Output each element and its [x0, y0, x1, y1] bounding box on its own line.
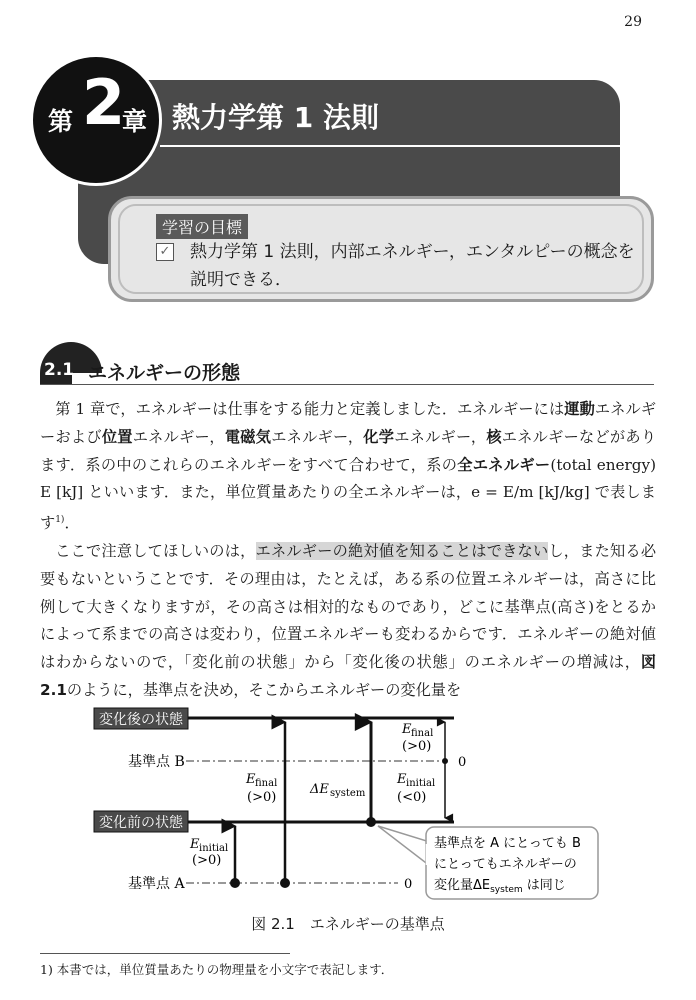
- footnote-rule: [40, 953, 290, 954]
- figure-reference: 図 2.1: [40, 653, 656, 700]
- footnote-ref: 1): [55, 515, 65, 526]
- term-electromagnetic: 電磁気: [224, 427, 272, 446]
- zero-label-b: 0: [458, 755, 467, 770]
- callout-line-3-sub: system: [490, 885, 523, 895]
- text-run: エネルギー，: [394, 427, 487, 446]
- text-run: 第 1 章で，エネルギーは仕事をする能力と定義しました．エネルギーには: [55, 400, 565, 418]
- point-a-final: [280, 878, 290, 888]
- text-run: ．: [64, 514, 80, 533]
- e-final-mid-symbol: E: [246, 772, 256, 787]
- text-run: ここで注意してほしいのは，: [55, 542, 256, 561]
- e-initial-left-symbol: E: [190, 837, 200, 852]
- delta-e-sub: system: [330, 788, 366, 799]
- chapter-suffix: 章: [122, 107, 148, 136]
- checkbox-icon: ✓: [156, 243, 174, 261]
- reference-b-label: 基準点 B: [128, 754, 185, 770]
- text-run: エネルギーおよび: [40, 400, 657, 446]
- e-initial-right-symbol: E: [397, 772, 407, 787]
- delta-e-symbol: ΔE: [310, 782, 329, 797]
- e-final-mid-sub: final: [255, 778, 278, 789]
- chapter-number: 2: [82, 66, 126, 139]
- highlighted-text: エネルギーの絶対値を知ることはできない: [255, 542, 549, 561]
- e-final-mid-condition: (>0): [247, 790, 277, 805]
- term-kinetic: 運動: [564, 400, 595, 418]
- term-nuclear: 核: [486, 427, 502, 446]
- reference-a-label: 基準点 A: [128, 876, 185, 892]
- text-run: (total energy) E [kJ] といいます．また，単位質量あたりの全エネルギーは，e = E/m [kJ/kg] で表します: [40, 455, 657, 533]
- text-run: エネルギー，: [132, 427, 225, 446]
- callout-line-3-end: は同じ: [522, 878, 566, 893]
- e-initial-right-sub: initial: [406, 778, 436, 789]
- e-final-right-symbol: E: [402, 722, 412, 737]
- section-number: 2.1: [44, 360, 75, 380]
- callout-line-3-main: 変化量ΔE: [434, 878, 491, 893]
- page-number: 29: [624, 14, 642, 30]
- callout-line-2: にとってもエネルギーの: [434, 857, 577, 872]
- text-run: し，また知る必要もないということです．その理由は，たとえば，ある系の位置エネルギーは，高さに比例して大きくなりますが，その高さは相対的なものであり，どこに基準点(高さ)をとるかによって系までの高さは変わり，位置エネルギーも変わるからです．エネルギーの絶対値はわからないので，「変化前の状態」から「変化後の状態」のエネルギーの増減は，: [40, 542, 657, 672]
- e-initial-left-condition: (>0): [192, 853, 222, 868]
- point-before-state: [366, 817, 376, 827]
- learning-goals-label: 学習の目標: [156, 214, 248, 239]
- text-run: のように，基準点を決め，そこからエネルギーの変化量を: [66, 681, 462, 700]
- after-state-label: 変化後の状態: [99, 712, 183, 728]
- term-total-energy: 全エネルギー: [457, 455, 551, 474]
- chapter-prefix: 第: [48, 107, 74, 136]
- before-state-label: 変化前の状態: [99, 815, 183, 831]
- text-run: エネルギー，: [271, 427, 364, 446]
- term-potential: 位置: [101, 427, 133, 446]
- footnote: 1) 本書では，単位質量あたりの物理量を小文字で表記します．: [40, 962, 394, 977]
- callout-line-1: 基準点を A にとっても B: [434, 836, 581, 851]
- figure-caption: 図 2.1 エネルギーの基準点: [251, 915, 445, 933]
- e-initial-right-condition: (<0): [397, 790, 427, 805]
- chapter-title: 熱力学第 1 法則: [172, 101, 379, 134]
- e-final-right-condition: (>0): [402, 739, 432, 754]
- callout-pointer: [378, 826, 430, 866]
- point-a-initial: [230, 878, 240, 888]
- section-title: エネルギーの形態: [88, 362, 241, 384]
- zero-label-a: 0: [404, 877, 413, 892]
- term-chemical: 化学: [363, 427, 395, 446]
- e-final-right-sub: final: [411, 728, 434, 739]
- text-run: エネルギーなどがあります．系の中のこれらのエネルギーをすべて合わせて，系の: [40, 427, 657, 474]
- e-initial-left-sub: initial: [199, 843, 229, 854]
- learning-goal-text: 熱力学第 1 法則，内部エネルギー，エンタルピーの概念を説明できる．: [190, 242, 635, 290]
